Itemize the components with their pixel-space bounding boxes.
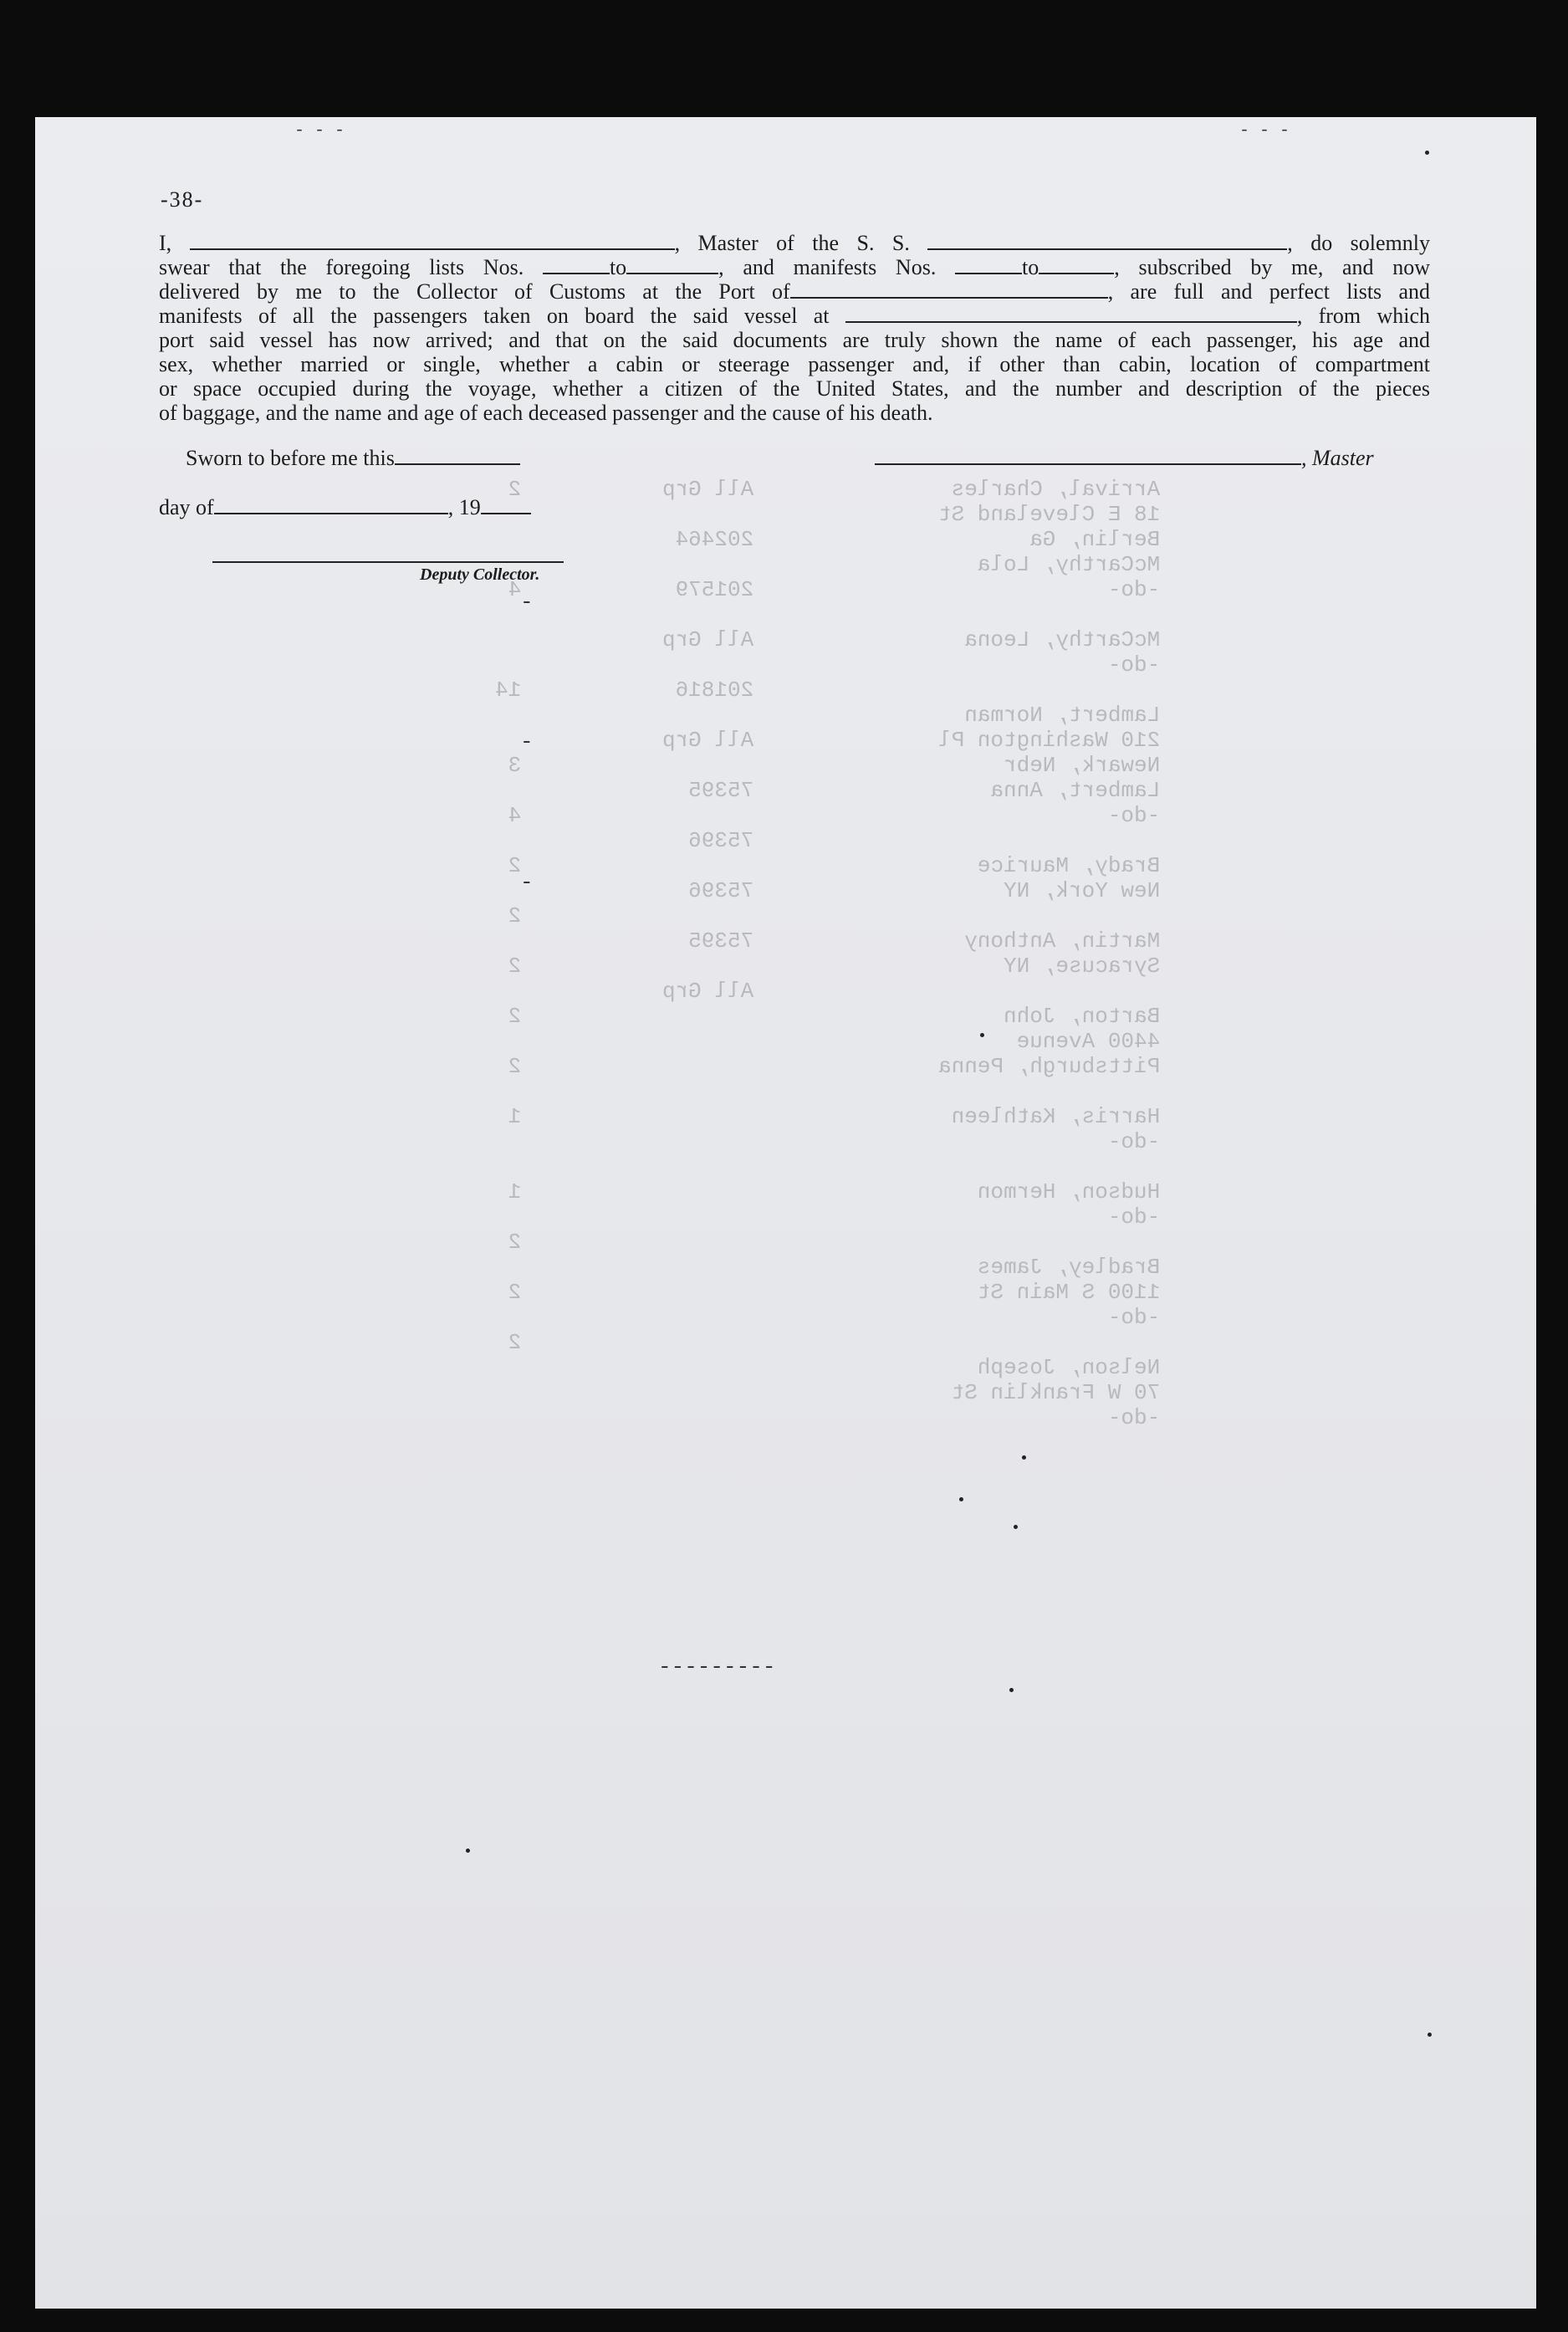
manifests-from-field[interactable]: [955, 256, 1022, 274]
ink-speck: [1014, 1525, 1018, 1529]
lists-from-field[interactable]: [543, 256, 610, 274]
sworn-day-field[interactable]: [395, 447, 520, 465]
page-number: -38-: [161, 187, 204, 212]
ink-speck: [466, 1849, 470, 1853]
ink-dash: - - -: [1239, 121, 1290, 141]
ink-dash: -: [520, 870, 534, 895]
departure-port-field[interactable]: [845, 304, 1297, 323]
master-signature-field[interactable]: [875, 447, 1301, 465]
bleed-through-right-column: Arrival, Charles 18 E Cleveland St Berlin, Ga McCarthy, Lola -do- McCarthy, Leona -do- Lambert, Norman 210 Washington Pl Newark, Nebr Lambert, Anna -do- Brady, Maurice New York, NY Martin, Anthony Syracuse, NY Barton, John 4400 Avenue Pittsburgh, Penna Harris, Kathleen -do- Hudson, Hermon -do- Bradley, James 1100 S Main St -do- Nelson, Joseph 70 W Franklin St -do-: [938, 477, 1161, 1430]
ink-speck: [959, 1497, 963, 1501]
oath-line-4: manifests of all the passengers taken on board the said vessel at , from which: [159, 304, 1431, 328]
ink-speck: [1428, 2033, 1432, 2037]
oath-line-1: I, , Master of the S. S. , do solemnly: [159, 231, 1430, 255]
ink-dash: - - -: [294, 121, 345, 141]
oath-line-6: sex, whether married or single, whether a cabin or steerage passenger and, if other than cabin, location of compartment: [159, 352, 1430, 376]
ink-dash: ---------: [658, 1654, 776, 1680]
oath-line-3: delivered by me to the Collector of Customs at the Port of , are full and perfect lists and: [159, 279, 1430, 304]
oath-line-7: or space occupied during the voyage, whether a citizen of the United States, and the number and description of the pieces: [159, 376, 1430, 401]
ink-speck: [1425, 151, 1429, 155]
bleed-through-middle-column: All Grp 202464 201579 All Grp 201816 All Grp 75395 75396 75396 75395 All Grp: [662, 477, 754, 1004]
sworn-month-field[interactable]: [214, 496, 448, 514]
master-name-field[interactable]: [190, 232, 675, 250]
ink-speck: [1022, 1455, 1026, 1460]
port-field[interactable]: [790, 280, 1108, 299]
bleed-through-left-column: 2 4 14 3 4 2 2 2 2 2 1 1 2 2 2: [495, 477, 522, 1355]
lists-to-field[interactable]: [626, 256, 718, 274]
manifests-to-field[interactable]: [1039, 256, 1114, 274]
sworn-before-line: Sworn to before me this: [186, 446, 520, 471]
ship-name-field[interactable]: [927, 232, 1287, 250]
oath-line-5: port said vessel has now arrived; and that on the said documents are truly shown the name of each passenger, his age and: [159, 328, 1430, 352]
day-of-line: day of , 19: [159, 495, 531, 520]
master-signature-line: , Master: [875, 446, 1374, 471]
ink-speck: [980, 1033, 984, 1037]
manifest-page: [35, 117, 1536, 2309]
ink-dash: -: [520, 729, 534, 754]
ink-speck: [1009, 1688, 1014, 1692]
ink-dash: -: [520, 590, 534, 615]
master-oath-paragraph: [159, 231, 1430, 425]
oath-line-2: swear that the foregoing lists Nos. to , and manifests Nos. to , subscribed by me, and now: [159, 255, 1431, 279]
deputy-collector-label: Deputy Collector.: [420, 565, 540, 584]
oath-line-8: of baggage, and the name and age of each deceased passenger and the cause of his death.: [159, 401, 933, 425]
